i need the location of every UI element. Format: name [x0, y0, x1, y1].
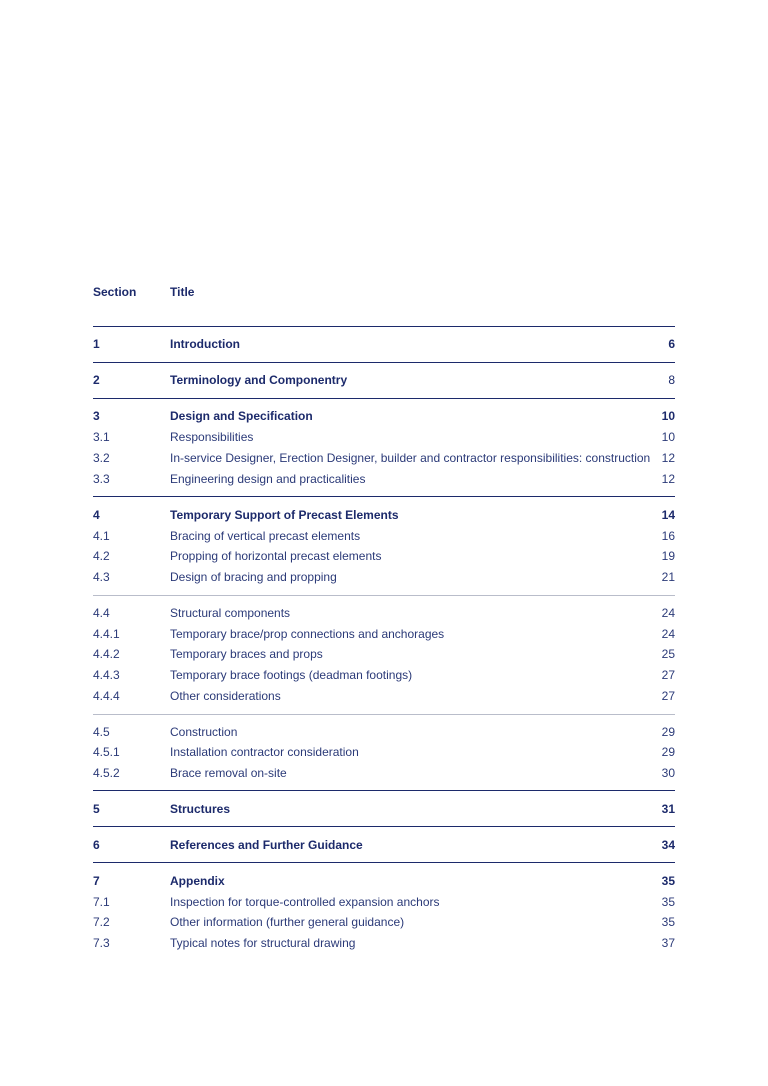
toc-entry-page: 27	[661, 668, 675, 682]
toc-entry-title: Temporary braces and props	[170, 647, 323, 661]
toc-entry-number: 4.3	[93, 570, 110, 584]
toc-entry-page: 19	[661, 549, 675, 563]
toc-entry-number: 3.2	[93, 451, 110, 465]
toc-entry[interactable]	[93, 605, 675, 621]
toc-entry-page: 35	[661, 874, 675, 888]
toc-entry-number: 5	[93, 802, 100, 816]
toc-entry-page: 24	[661, 627, 675, 641]
toc-entry-title: Typical notes for structural drawing	[170, 936, 356, 950]
toc-entry-page: 34	[661, 838, 675, 852]
toc-entry-page: 30	[661, 766, 675, 780]
toc-entry-title: Bracing of vertical precast elements	[170, 529, 361, 543]
toc-entry-number: 4.1	[93, 529, 110, 543]
toc-entry-page: 6	[668, 337, 675, 351]
toc-entry-title: Design and Specification	[170, 409, 313, 423]
toc-entry[interactable]	[93, 667, 675, 683]
toc-entry[interactable]	[93, 724, 675, 740]
toc-entry-number: 4.5.2	[93, 766, 120, 780]
toc-entry-page: 12	[661, 472, 675, 486]
toc-entry[interactable]	[93, 626, 675, 642]
toc-entry-number: 3	[93, 409, 100, 423]
toc-entry-page: 24	[661, 606, 675, 620]
title-column-header: Title	[170, 285, 195, 299]
toc-entry[interactable]	[93, 569, 675, 585]
toc-entry-number: 4	[93, 508, 100, 522]
toc-entry-page: 21	[661, 570, 675, 584]
divider-rule	[93, 496, 675, 497]
toc-entry-number: 1	[93, 337, 100, 351]
toc-entry-number: 4.4.1	[93, 627, 120, 641]
toc-entry-number: 7.2	[93, 915, 110, 929]
toc-entry-title: Structural components	[170, 606, 291, 620]
toc-entry-title: Other considerations	[170, 689, 281, 703]
toc-entry-page: 8	[668, 373, 675, 387]
toc-entry-title: In-service Designer, Erection Designer, builder and contractor responsibilities: construction	[170, 451, 651, 465]
toc-entry-title: Responsibilities	[170, 430, 254, 444]
toc-entry-page: 14	[661, 508, 675, 522]
toc-entry[interactable]	[93, 935, 675, 951]
toc-entry[interactable]	[93, 408, 675, 424]
toc-entry-number: 4.4.2	[93, 647, 120, 661]
toc-entry-number: 6	[93, 838, 100, 852]
toc-entry-page: 29	[661, 745, 675, 759]
toc-entry[interactable]	[93, 507, 675, 523]
toc-entry-title: Engineering design and practicalities	[170, 472, 366, 486]
toc-entry[interactable]	[93, 548, 675, 564]
divider-rule	[93, 862, 675, 863]
toc-entry[interactable]	[93, 528, 675, 544]
divider-rule	[93, 714, 675, 715]
toc-entry-number: 7.3	[93, 936, 110, 950]
divider-rule	[93, 398, 675, 399]
toc-entry[interactable]	[93, 914, 675, 930]
toc-entry-title: Inspection for torque-controlled expansion anchors	[170, 895, 440, 909]
toc-entry[interactable]	[93, 894, 675, 910]
divider-rule	[93, 826, 675, 827]
toc-entry[interactable]	[93, 372, 675, 388]
toc-entry-title: Temporary Support of Precast Elements	[170, 508, 399, 522]
toc-entry-page: 12	[661, 451, 675, 465]
toc-entry-title: Introduction	[170, 337, 240, 351]
toc-entry[interactable]	[93, 471, 675, 487]
toc-entry[interactable]	[93, 744, 675, 760]
toc-entry[interactable]	[93, 688, 675, 704]
toc-entry[interactable]	[93, 429, 675, 445]
toc-entry[interactable]	[93, 801, 675, 817]
toc-entry-number: 4.4	[93, 606, 110, 620]
divider-rule	[93, 790, 675, 791]
toc-entry-number: 4.4.3	[93, 668, 120, 682]
toc-entry-title: Temporary brace/prop connections and anchorages	[170, 627, 445, 641]
toc-entry-title: Temporary brace footings (deadman footings)	[170, 668, 413, 682]
toc-entry-title: Structures	[170, 802, 231, 816]
toc-entry-title: Design of bracing and propping	[170, 570, 337, 584]
toc-entry-page: 27	[661, 689, 675, 703]
toc-entry-page: 29	[661, 725, 675, 739]
toc-entry-title: Installation contractor consideration	[170, 745, 359, 759]
section-column-header: Section	[93, 285, 137, 299]
toc-entry-title: Other information (further general guidance)	[170, 915, 405, 929]
toc-entry-title: Construction	[170, 725, 238, 739]
toc-entry-number: 4.5	[93, 725, 110, 739]
toc-entry-number: 7.1	[93, 895, 110, 909]
toc-entry-title: Propping of horizontal precast elements	[170, 549, 382, 563]
divider-rule	[93, 595, 675, 596]
toc-entry[interactable]	[93, 873, 675, 889]
toc-entry-page: 31	[661, 802, 675, 816]
toc-entry-number: 3.3	[93, 472, 110, 486]
toc-entry-number: 7	[93, 874, 100, 888]
toc-entry[interactable]	[93, 765, 675, 781]
toc-entry-title: Terminology and Componentry	[170, 373, 348, 387]
toc-entry-number: 2	[93, 373, 100, 387]
toc-entry-page: 37	[661, 936, 675, 950]
toc-entry[interactable]	[93, 837, 675, 853]
toc-entry-page: 25	[661, 647, 675, 661]
toc-entry-page: 10	[661, 430, 675, 444]
toc-entry-number: 4.2	[93, 549, 110, 563]
toc-entry[interactable]	[93, 646, 675, 662]
toc-entry-page: 35	[661, 915, 675, 929]
toc-entry-number: 3.1	[93, 430, 110, 444]
toc-entry-page: 10	[661, 409, 675, 423]
toc-entry[interactable]	[93, 450, 675, 466]
divider-rule	[93, 362, 675, 363]
divider-rule	[93, 326, 675, 327]
toc-entry[interactable]	[93, 336, 675, 352]
toc-entry-number: 4.5.1	[93, 745, 120, 759]
toc-entry-page: 16	[661, 529, 675, 543]
toc-entry-title: Appendix	[170, 874, 225, 888]
toc-entry-title: Brace removal on-site	[170, 766, 287, 780]
toc-entry-number: 4.4.4	[93, 689, 120, 703]
toc-entry-title: References and Further Guidance	[170, 838, 363, 852]
toc-entry-page: 35	[661, 895, 675, 909]
